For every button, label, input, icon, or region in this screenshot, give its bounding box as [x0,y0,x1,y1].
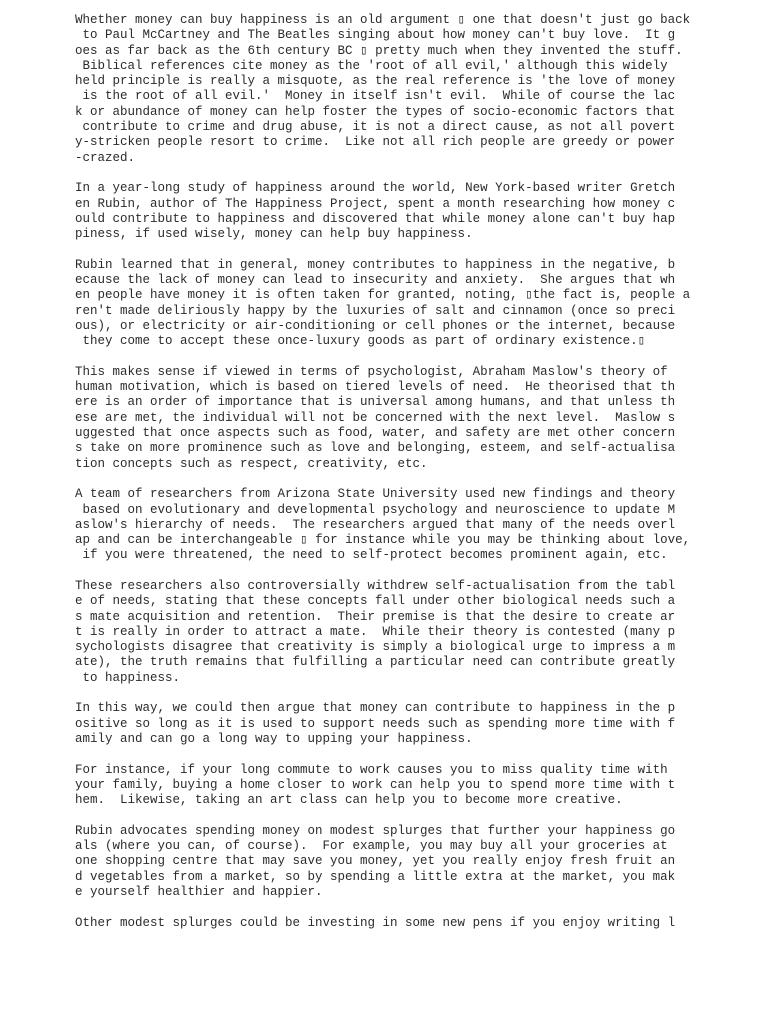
text-line: d vegetables from a market, so by spending a little extra at the market, you mak [75,869,676,884]
text-line: ous), or electricity or air-conditioning or cell phones or the internet, because [75,318,676,333]
text-line: These researchers also controversially withdrew self-actualisation from the tabl [75,578,676,593]
paragraph [75,365,705,472]
text-line: sychologists disagree that creativity is simply a biological urge to impress a m [75,640,676,655]
text-line: t is really in order to attract a mate. While their theory is contested (many p [75,624,676,639]
paragraph [75,487,705,563]
paragraph [75,258,705,350]
text-line: ositive so long as it is used to support needs such as spending more time with f [75,716,676,731]
text-line: For instance, if your long commute to work causes you to miss quality time with [75,762,668,777]
text-line: y-stricken people resort to crime. Like not all rich people are greedy or power [75,135,676,150]
text-line: hem. Likewise, taking an art class can help you to become more creative. [75,793,623,808]
text-line: aslow's hierarchy of needs. The researchers argued that many of the needs overl [75,517,676,532]
text-line: ate), the truth remains that fulfilling a particular need can contribute greatly [75,655,676,670]
text-line: contribute to crime and drug abuse, it is not a direct cause, as not all povert [75,120,676,135]
text-line: In this way, we could then argue that money can contribute to happiness in the p [75,701,676,716]
text-line: Rubin advocates spending money on modest splurges that further your happiness go [75,823,676,838]
paragraph [75,763,705,809]
text-line: to happiness. [75,670,181,685]
text-line: -crazed. [75,150,136,165]
text-line: one shopping centre that may save you money, yet you really enjoy fresh fruit an [75,854,676,869]
paragraph [75,579,705,686]
text-line: k or abundance of money can help foster the types of socio-economic factors that [75,104,676,119]
text-line: piness, if used wisely, money can help buy happiness. [75,227,473,242]
text-line: s mate acquisition and retention. Their premise is that the desire to create ar [75,609,676,624]
text-line: als (where you can, of course). For example, you may buy all your groceries at [75,839,668,854]
text-line: In a year-long study of happiness around the world, New York-based writer Gretch [75,181,676,196]
text-line: s take on more prominence such as love and belonging, esteem, and self-actualisa [75,441,676,456]
text-line: your family, buying a home closer to work can help you to spend more time with t [75,777,676,792]
text-line: is the root of all evil.' Money in itself isn't evil. While of course the lac [75,89,676,104]
text-line: to Paul McCartney and The Beatles singing about how money can't buy love. It g [75,28,676,43]
text-line: e yourself healthier and happier. [75,884,323,899]
text-line: ap and can be interchangeable ▯ for instance while you may be thinking about love, [75,533,691,548]
text-line: based on evolutionary and developmental psychology and neuroscience to update M [75,502,676,517]
paragraph [75,181,705,242]
text-line: amily and can go a long way to upping your happiness. [75,731,473,746]
text-line: ere is an order of importance that is universal among humans, and that unless th [75,395,676,410]
text-line: en Rubin, author of The Happiness Project, spent a month researching how money c [75,196,676,211]
text-line: Whether money can buy happiness is an old argument ▯ one that doesn't just go back [75,13,691,27]
paragraph [75,824,705,900]
text-line: e of needs, stating that these concepts fall under other biological needs such a [75,594,676,609]
document-body [75,13,705,946]
text-line: ese are met, the individual will not be concerned with the next level. Maslow s [75,410,676,425]
text-line: ren't made deliriously happy by the luxuries of salt and cinnamon (once so preci [75,303,676,318]
text-line: Rubin learned that in general, money contributes to happiness in the negative, b [75,257,676,272]
text-line: ould contribute to happiness and discovered that while money alone can't buy hap [75,211,676,226]
text-line: held principle is really a misquote, as the real reference is 'the love of money [75,74,676,89]
text-line: Other modest splurges could be investing in some new pens if you enjoy writing l [75,915,676,930]
text-line: Biblical references cite money as the 'root of all evil,' although this widely [75,58,668,73]
paragraph [75,916,705,931]
text-line: A team of researchers from Arizona State University used new findings and theory [75,487,676,502]
text-line: ecause the lack of money can lead to insecurity and anxiety. She argues that wh [75,273,676,288]
text-line: tion concepts such as respect, creativity, etc. [75,456,428,471]
text-line: if you were threatened, the need to self-protect becomes prominent again, etc. [75,548,668,563]
paragraph [75,701,705,747]
text-line: oes as far back as the 6th century BC ▯ pretty much when they invented the stuff. [75,43,683,58]
text-line: human motivation, which is based on tiered levels of need. He theorised that th [75,380,676,395]
text-line: uggested that once aspects such as food, water, and safety are met other concern [75,426,676,441]
text-line: This makes sense if viewed in terms of psychologist, Abraham Maslow's theory of [75,364,668,379]
text-line: they come to accept these once-luxury goods as part of ordinary existence.▯ [75,334,646,349]
text-line: en people have money it is often taken for granted, noting, ▯the fact is, people a [75,288,691,303]
paragraph [75,13,705,166]
